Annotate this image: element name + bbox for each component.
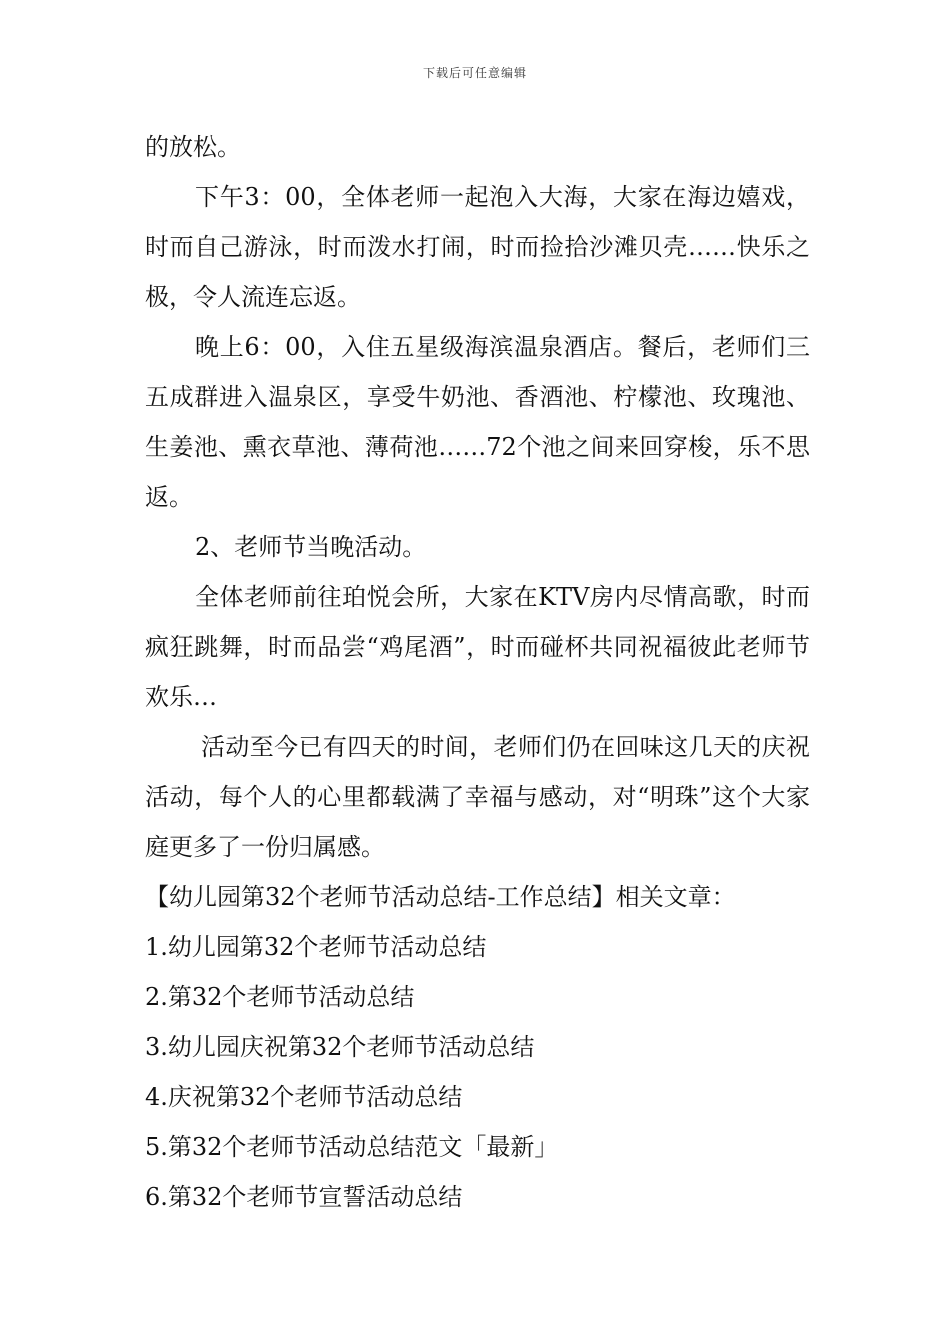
related-article-link[interactable]: 5.第32个老师节活动总结范文「最新」 (145, 1133, 559, 1161)
related-article-link[interactable]: 3.幼儿园庆祝第32个老师节活动总结 (145, 1033, 535, 1061)
related-article-link[interactable]: 2.第32个老师节活动总结 (145, 983, 415, 1011)
related-articles-title: 【幼儿园第32个老师节活动总结-工作总结】相关文章： (145, 883, 736, 911)
paragraph-afternoon-sea: 下午3：00，全体老师一起泡入大海，大家在海边嬉戏，时而自己游泳，时而泼水打闹，时而捡拾沙滩贝壳……快乐之极，令人流连忘返。 (145, 183, 810, 311)
paragraph-conclusion: 活动至今已有四天的时间，老师们仍在回味这几天的庆祝活动，每个人的心里都载满了幸福与感动，对“明珠”这个大家庭更多了一份归属感。 (145, 733, 810, 861)
related-article-link[interactable]: 4.庆祝第32个老师节活动总结 (145, 1083, 463, 1111)
paragraph-evening-hotspring: 晚上6：00，入住五星级海滨温泉酒店。餐后，老师们三五成群进入温泉区，享受牛奶池、香酒池、柠檬池、玫瑰池、生姜池、熏衣草池、薄荷池……72个池之间来回穿梭，乐不思返。 (145, 333, 810, 511)
paragraph-ktv-activity: 全体老师前往珀悦会所，大家在KTV房内尽情高歌，时而疯狂跳舞，时而品尝“鸡尾酒”，时而碰杯共同祝福彼此老师节欢乐… (145, 583, 810, 711)
document-body (145, 122, 810, 1222)
page-header-note: 下载后可任意编辑 (422, 66, 527, 80)
paragraph-continuation: 的放松。 (145, 133, 241, 161)
related-article-link[interactable]: 6.第32个老师节宣誓活动总结 (145, 1183, 463, 1211)
paragraph-section-heading: 2、老师节当晚活动。 (195, 533, 427, 561)
related-article-link[interactable]: 1.幼儿园第32个老师节活动总结 (145, 933, 487, 961)
